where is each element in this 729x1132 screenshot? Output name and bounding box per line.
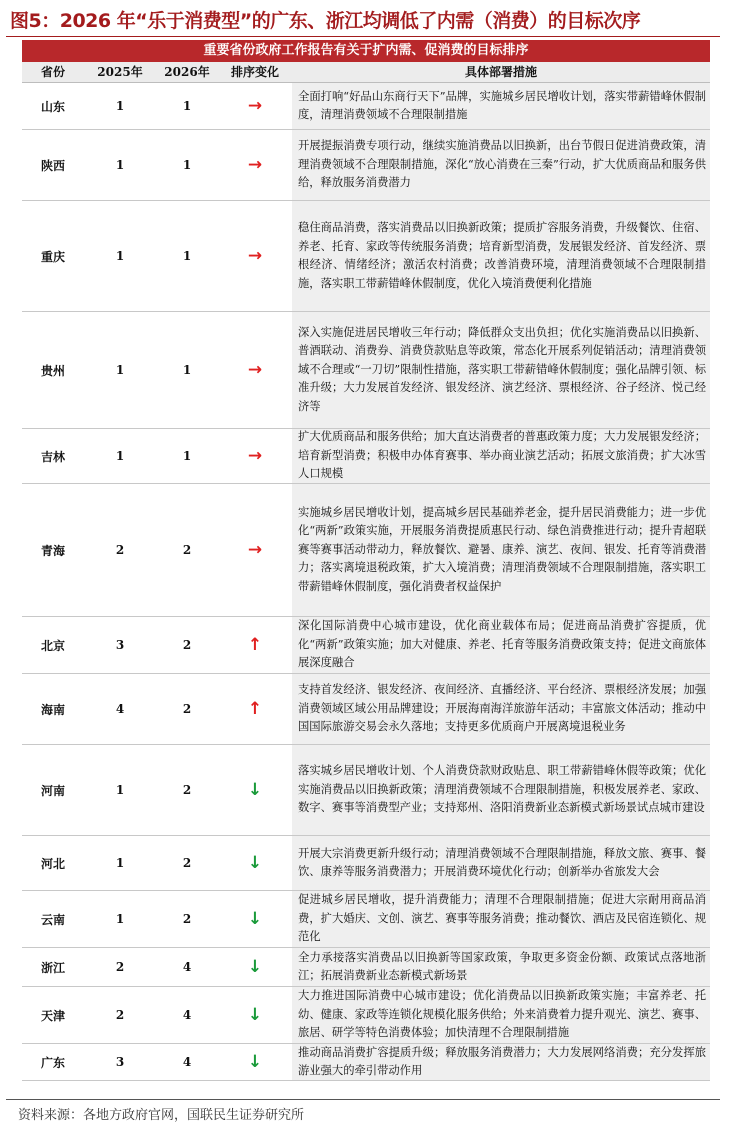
arrow-right-icon: → [247, 96, 263, 116]
table-row [22, 484, 710, 617]
measures-cell [292, 83, 710, 129]
table-row [22, 1044, 710, 1081]
arrow-right-icon: → [247, 246, 263, 266]
rank-2026-cell: 1 [182, 158, 192, 172]
measures-text: 全力承接落实消费品以旧换新等国家政策，争取更多资金份额、政策试点落地浙江；拓展消费新业态新模式新场景 [298, 950, 706, 982]
table-row [22, 130, 710, 201]
measures-cell [292, 1044, 710, 1080]
header-change: 排序变化 [230, 65, 279, 79]
rank-2026-cell: 2 [182, 912, 192, 926]
arrow-right-icon: → [247, 360, 263, 380]
rank-2025-cell: 2 [115, 960, 125, 974]
arrow-down-icon: ↓ [247, 1005, 263, 1025]
arrow-down-icon: ↓ [247, 780, 263, 800]
province-cell: 浙江 [40, 960, 65, 975]
measures-text: 稳住商品消费，落实消费品以旧换新政策；提质扩容服务消费，升级餐饮、住宿、养老、托育、家政等传统服务消费；培育新型消费，发展银发经济、首发经济、票根经济、情绪经济；激活农村消费；改善消费环境，清理消费领域不合理限制措施，落实职工带薪错峰休假制度，优化入境消费便利化措施 [298, 221, 706, 290]
measures-text: 开展大宗消费更新升级行动；清理消费领域不合理限制措施，释放文旅、赛事、餐饮、康养等服务消费潜力；开展消费环境优化行动；创新举办省旅发大会 [298, 846, 706, 878]
rank-2025-cell: 1 [115, 912, 125, 926]
measures-text: 大力推进国际消费中心城市建设；优化消费品以旧换新政策实施；丰富养老、托幼、健康、家政等连锁化规模化服务供给；外来消费着力提升观光、演艺、赛事、旅居、研学等特色消费体验；加快清理不合理限制措施 [298, 989, 706, 1040]
table-row [22, 948, 710, 987]
rank-2025-cell: 3 [115, 638, 125, 652]
source-note: 资料来源：各地方政府官网，国联民生证券研究所 [18, 1108, 305, 1123]
rank-2025-cell: 1 [115, 363, 125, 377]
measures-text: 深入实施促进居民增收三年行动；降低群众支出负担；优化实施消费品以旧换新、普酒联动、消费券、消费贷款贴息等政策，常态化开展系列促销活动；清理消费领域不合理或“一刀切”限制性措施，落实职工带薪错峰休假制度；强化品牌引领、标准升级；大力发展首发经济、银发经济、演艺经济、票根经济、谷子经济、悦己经济等 [298, 325, 706, 413]
measures-text: 开展提振消费专项行动，继续实施消费品以旧换新，出台节假日促进消费政策，清理消费领域不合理限制措施，深化“放心消费在三秦”行动，扩大优质商品和服务供给，释放服务消费潜力 [298, 139, 706, 190]
rank-2026-cell: 1 [182, 99, 192, 113]
title-divider [6, 36, 720, 37]
measures-cell [292, 617, 710, 673]
rank-2025-cell: 3 [115, 1055, 125, 1069]
targets-table [22, 40, 710, 1081]
rank-2025-cell: 1 [115, 783, 125, 797]
rank-2025-cell: 1 [115, 449, 125, 463]
measures-cell [292, 674, 710, 744]
rank-2025-cell: 4 [115, 702, 125, 716]
arrow-down-icon: ↓ [247, 853, 263, 873]
rank-2025-cell: 1 [115, 99, 125, 113]
header-2025: 2025年 [97, 65, 143, 79]
rank-2026-cell: 2 [182, 856, 192, 870]
arrow-up-icon: ↑ [247, 699, 263, 719]
table-body [22, 83, 710, 1081]
measures-text: 全面打响“好品山东商行天下”品牌，实施城乡居民增收计划，落实带薪错峰休假制度，清理消费领域不合理限制措施 [298, 89, 706, 121]
province-cell: 广东 [40, 1055, 65, 1070]
header-2026: 2026年 [164, 65, 210, 79]
rank-2026-cell: 4 [182, 1055, 192, 1069]
footer-divider [6, 1099, 720, 1100]
rank-2026-cell: 2 [182, 783, 192, 797]
measures-text: 支持首发经济、银发经济、夜间经济、直播经济、平台经济、票根经济发展；加强消费领域区域公用品牌建设；开展海南海洋旅游年活动；丰富旅文体活动；推动中国国际旅游交易会永久落地；支持更多优质商户开展离境退税业务 [298, 683, 706, 734]
measures-cell [292, 745, 710, 835]
table-row [22, 201, 710, 312]
header-measures: 具体部署措施 [464, 65, 537, 79]
figure-title: 图5：2026 年“乐于消费型”的广东、浙江均调低了内需（消费）的目标次序 [10, 10, 641, 32]
arrow-right-icon: → [247, 540, 263, 560]
rank-2026-cell: 1 [182, 449, 192, 463]
table-row [22, 83, 710, 130]
measures-cell [292, 130, 710, 200]
table-banner: 重要省份政府工作报告有关于扩内需、促消费的目标排序 [22, 40, 710, 62]
measures-cell [292, 891, 710, 947]
measures-cell [292, 429, 710, 483]
province-cell: 河南 [40, 783, 65, 798]
province-cell: 重庆 [40, 249, 65, 264]
rank-2026-cell: 4 [182, 960, 192, 974]
measures-cell [292, 948, 710, 986]
arrow-up-icon: ↑ [247, 635, 263, 655]
rank-2026-cell: 1 [182, 249, 192, 263]
table-row [22, 429, 710, 484]
measures-text: 深化国际消费中心城市建设，优化商业载体布局；促进商品消费扩容提质，优化“两新”政策实施；加大对健康、养老、托育等服务消费政策支持；促进文商旅体展深度融合 [298, 619, 706, 670]
rank-2026-cell: 1 [182, 363, 192, 377]
measures-text: 扩大优质商品和服务供给；加大直达消费者的普惠政策力度；大力发展银发经济；培育新型消费；积极申办体育赛事、举办商业演艺活动；拓展文旅消费；扩大冰雪人口规模 [298, 430, 706, 481]
province-cell: 云南 [40, 912, 65, 927]
rank-2025-cell: 2 [115, 543, 125, 557]
rank-2025-cell: 1 [115, 158, 125, 172]
table-row [22, 674, 710, 745]
province-cell: 海南 [40, 702, 65, 717]
rank-2025-cell: 1 [115, 856, 125, 870]
measures-text: 实施城乡居民增收计划，提高城乡居民基础养老金，提升居民消费能力；进一步优化“两新”政策实施，开展服务消费提质惠民行动、绿色消费推进行动；提升青超联赛等赛事活动带动力，释放餐饮、避暑、康养、演艺、夜间、银发、托育等消费潜力；落实离境退税政策，扩大入境消费；清理消费领域不合理限制措施，落实职工带薪错峰休假制度，强化消费者权益保护 [298, 505, 706, 593]
province-cell: 贵州 [40, 363, 65, 378]
table-header [22, 62, 710, 83]
header-province: 省份 [40, 65, 65, 79]
measures-cell [292, 484, 710, 616]
measures-text: 推动商品消费扩容提质升级；释放服务消费潜力；大力发展网络消费；充分发挥旅游业强大的牵引带动作用 [298, 1045, 706, 1077]
province-cell: 青海 [40, 543, 65, 558]
table-row [22, 745, 710, 836]
table-row [22, 836, 710, 891]
table-row [22, 312, 710, 429]
rank-2026-cell: 2 [182, 638, 192, 652]
arrow-right-icon: → [247, 155, 263, 175]
arrow-down-icon: ↓ [247, 1052, 263, 1072]
measures-cell [292, 987, 710, 1043]
table-row [22, 987, 710, 1044]
measures-cell [292, 836, 710, 890]
province-cell: 陕西 [40, 158, 65, 173]
province-cell: 山东 [40, 99, 65, 114]
province-cell: 河北 [40, 856, 65, 871]
rank-2025-cell: 1 [115, 249, 125, 263]
measures-cell [292, 201, 710, 311]
province-cell: 天津 [40, 1008, 65, 1023]
rank-2025-cell: 2 [115, 1008, 125, 1022]
table-row [22, 617, 710, 674]
province-cell: 吉林 [40, 449, 65, 464]
rank-2026-cell: 2 [182, 702, 192, 716]
province-cell: 北京 [40, 638, 65, 653]
arrow-right-icon: → [247, 446, 263, 466]
rank-2026-cell: 4 [182, 1008, 192, 1022]
measures-cell [292, 312, 710, 428]
measures-text: 促进城乡居民增收，提升消费能力；清理不合理限制措施；促进大宗耐用商品消费，扩大婚庆、文创、演艺、赛事等服务消费；推动餐饮、酒店及民宿连锁化、规范化 [298, 893, 706, 944]
arrow-down-icon: ↓ [247, 957, 263, 977]
table-row [22, 891, 710, 948]
arrow-down-icon: ↓ [247, 909, 263, 929]
rank-2026-cell: 2 [182, 543, 192, 557]
measures-text: 落实城乡居民增收计划、个人消费贷款财政贴息、职工带薪错峰休假等政策；优化实施消费品以旧换新政策；清理消费领域不合理限制措施，积极发展养老、家政、数字、赛事等消费型产业；支持郑州、洛阳消费新业态新模式新场景试点城市建设 [298, 764, 706, 815]
